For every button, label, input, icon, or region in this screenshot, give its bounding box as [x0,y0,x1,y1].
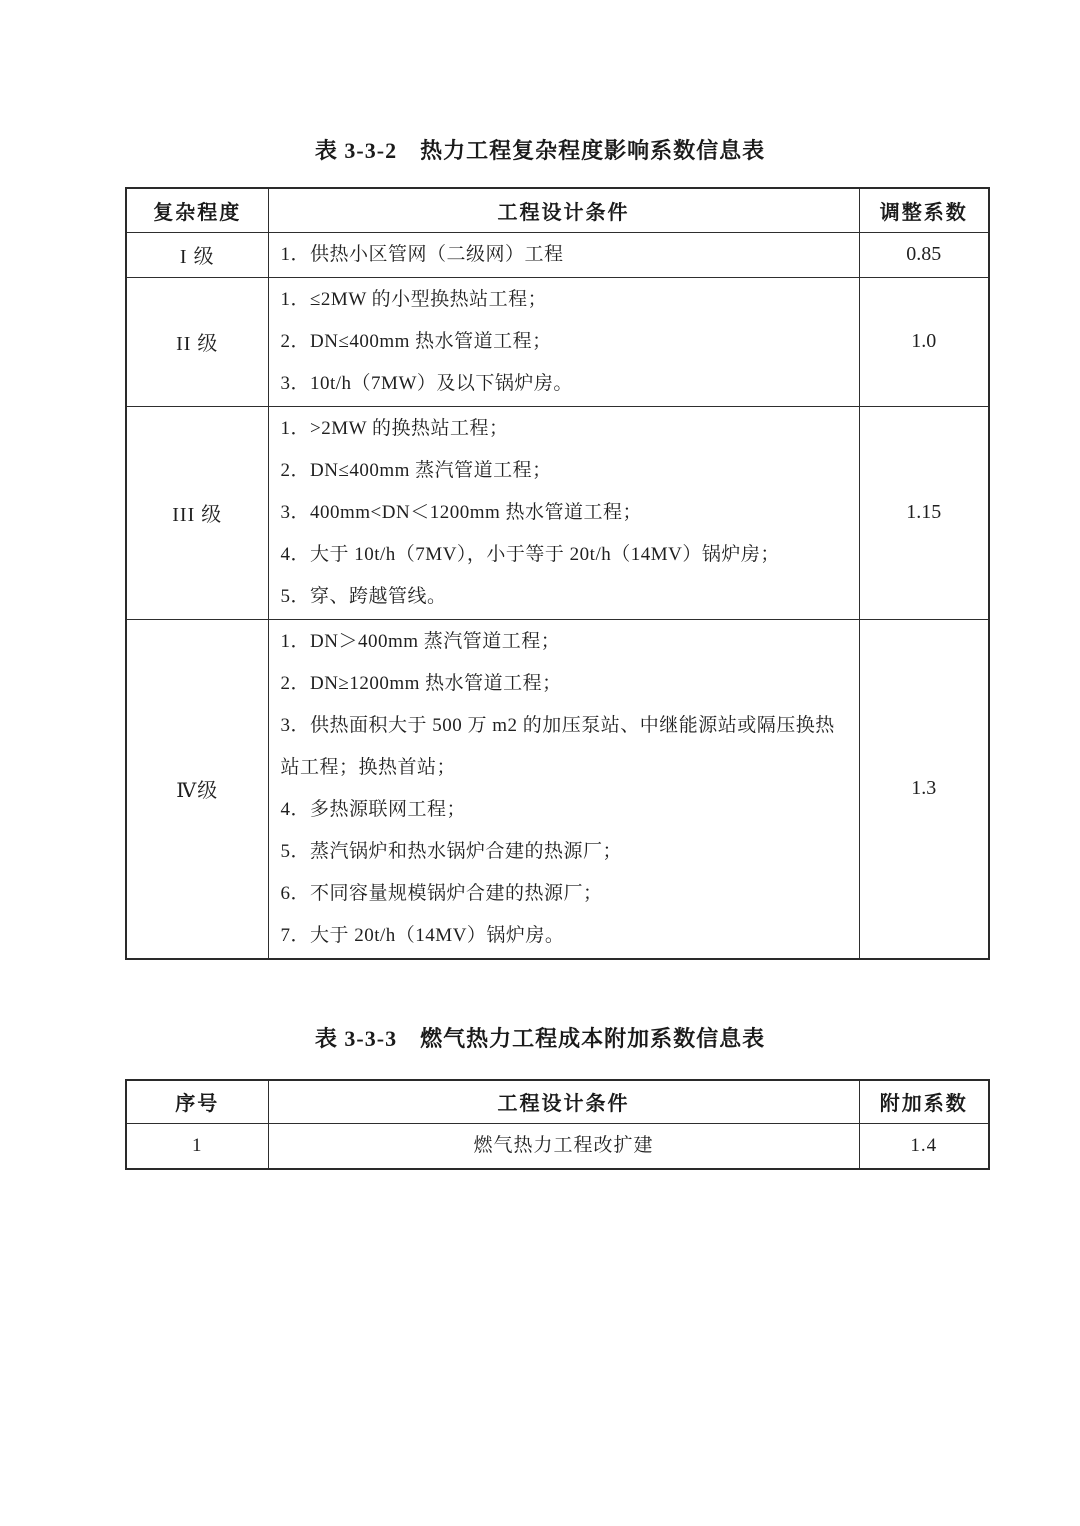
adjustment-coefficient-cell: 1.3 [859,619,989,959]
condition-item: 1．DN＞400mm 蒸汽管道工程； [280,630,561,652]
condition-item: 4．多热源联网工程； [280,798,467,820]
header-design-conditions: 工程设计条件 [268,188,859,232]
condition-item: 2．DN≥1200mm 热水管道工程； [280,672,562,694]
table1-row [126,406,989,619]
condition-item: 1．>2MW 的换热站工程； [280,417,509,439]
condition-item: 7．大于 20t/h（14MV）锅炉房。 [280,924,565,946]
design-conditions-cell [268,619,859,959]
table2-header-row [126,1080,989,1124]
table1-row [126,232,989,277]
table-3-3-2-title: 表 3-3-2 热力工程复杂程度影响系数信息表 [314,138,766,163]
complexity-level-cell: II 级 [126,277,268,406]
complexity-level-cell: III 级 [126,406,268,619]
adjustment-coefficient-cell: 1.15 [859,406,989,619]
design-conditions-cell [268,406,859,619]
header-additional-coefficient: 附加系数 [859,1080,989,1124]
adjustment-coefficient-cell: 0.85 [859,232,989,277]
header-serial-number: 序号 [126,1080,268,1124]
condition-item: 2．DN≤400mm 蒸汽管道工程； [280,459,552,481]
table-3-3-3-title: 表 3-3-3 燃气热力工程成本附加系数信息表 [314,1025,766,1051]
condition-item: 1．供热小区管网（二级网）工程 [280,243,564,265]
condition-item: 4．大于 10t/h（7MV），小于等于 20t/h（14MV）锅炉房； [280,543,780,565]
header-design-conditions-2: 工程设计条件 [268,1080,859,1124]
condition-item: 3．400mm<DN＜1200mm 热水管道工程； [280,501,643,523]
condition-item: 5．蒸汽锅炉和热水锅炉合建的热源厂； [280,840,623,862]
condition-item: 3．10t/h（7MW）及以下锅炉房。 [280,372,573,394]
table-3-3-3 [125,1079,990,1171]
table1-header-row [126,188,989,232]
adjustment-coefficient-cell: 1.0 [859,277,989,406]
serial-number-cell: 1 [126,1124,268,1170]
table2-row [126,1124,989,1170]
condition-item: 3．供热面积大于 500 万 m2 的加压泵站、中继能源站或隔压换热站工程；换热首站； [280,714,835,778]
design-conditions-cell [268,232,859,277]
table-3-3-2 [125,187,990,960]
condition-item: 5．穿、跨越管线。 [280,585,447,607]
additional-coefficient-cell: 1.4 [859,1124,989,1170]
condition-item: 6．不同容量规模锅炉合建的热源厂； [280,882,603,904]
condition-item: 1．≤2MW 的小型换热站工程； [280,288,548,310]
complexity-level-cell: I 级 [126,232,268,277]
condition-item: 2．DN≤400mm 热水管道工程； [280,330,552,352]
design-condition-cell: 燃气热力工程改扩建 [268,1124,859,1170]
table1-row [126,619,989,959]
design-conditions-cell [268,277,859,406]
table1-body [126,232,989,959]
table1-row [126,277,989,406]
complexity-level-cell: Ⅳ级 [126,619,268,959]
header-complexity-level: 复杂程度 [126,188,268,232]
header-adjustment-coefficient: 调整系数 [859,188,989,232]
table2-body [126,1124,989,1170]
